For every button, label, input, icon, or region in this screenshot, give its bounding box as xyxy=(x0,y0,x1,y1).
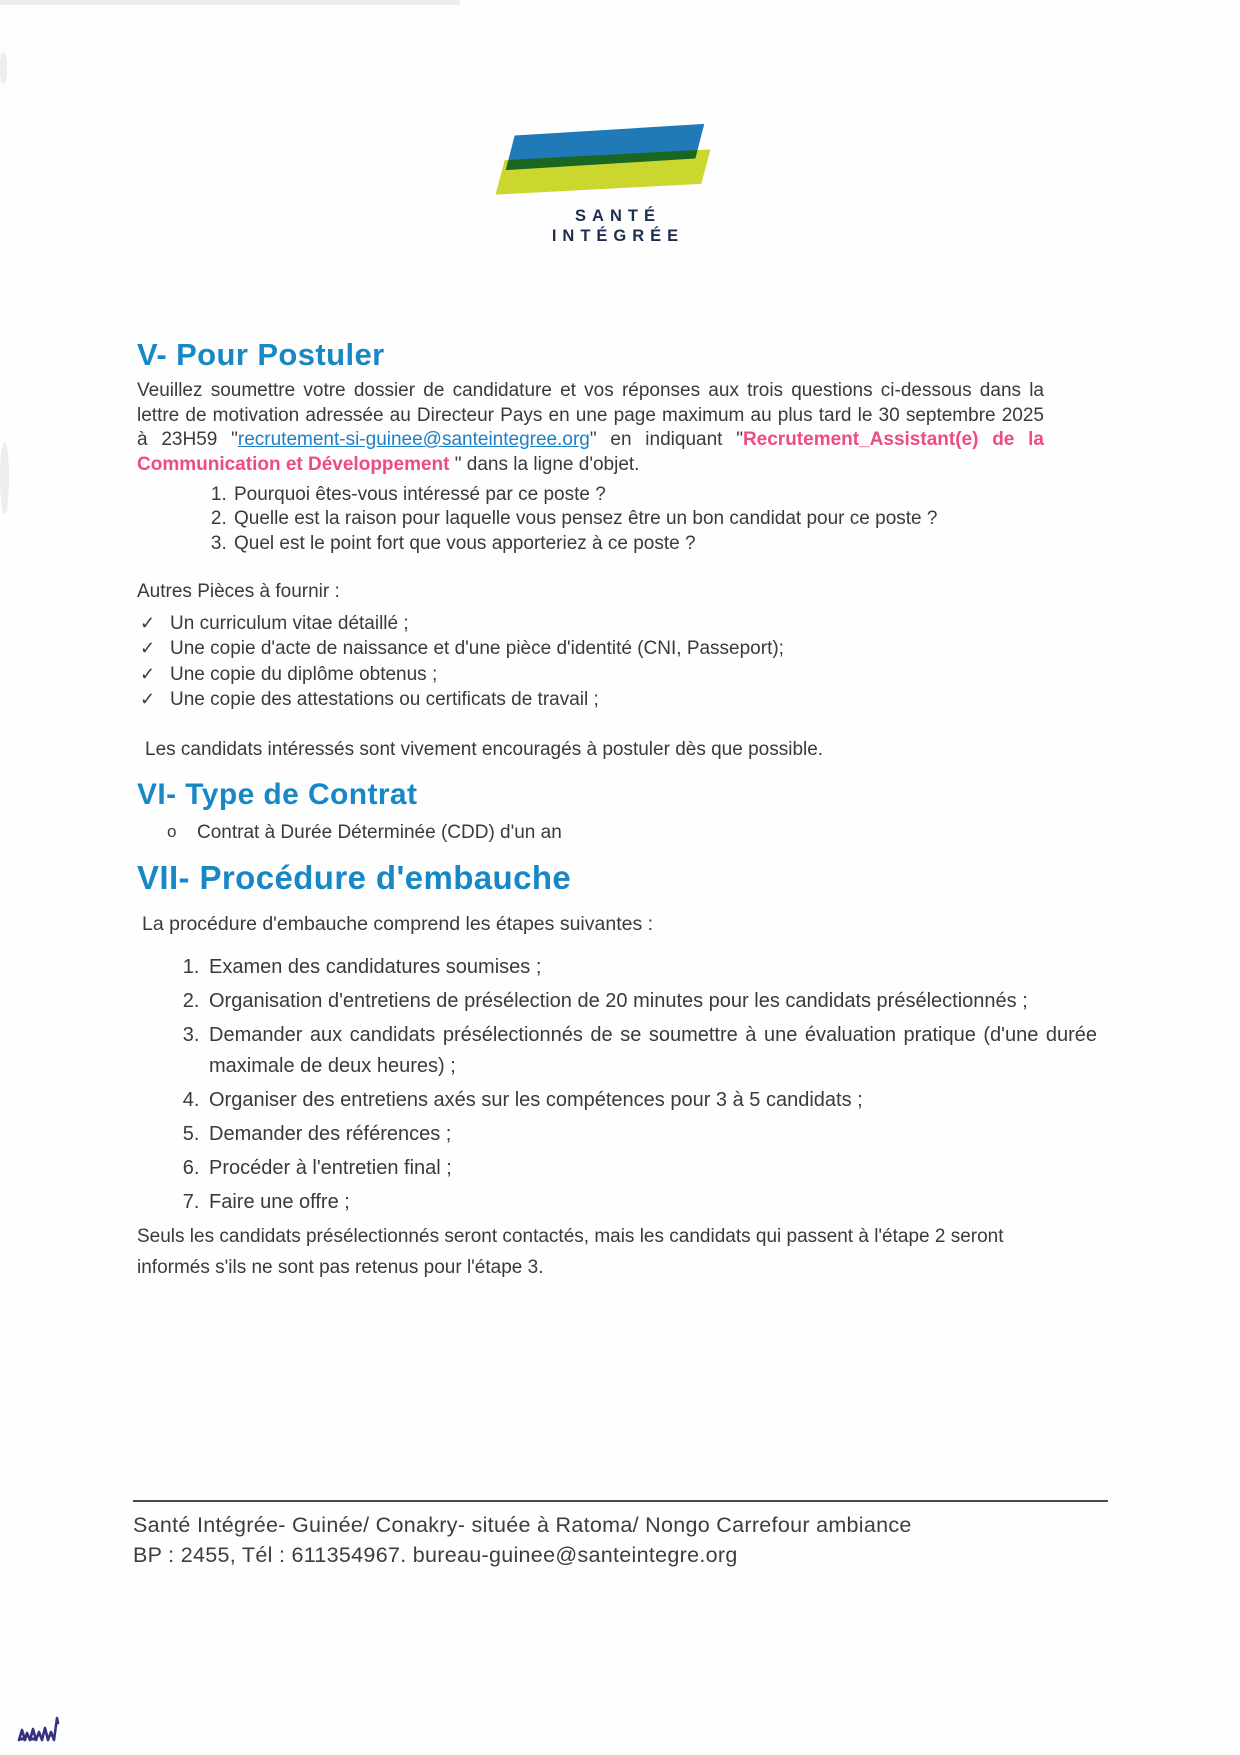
contract-item xyxy=(137,820,1072,845)
apply-paragraph xyxy=(137,379,1044,477)
signature-mark xyxy=(16,1708,72,1746)
scan-artifact xyxy=(0,52,7,84)
logo-title-line1: SANTÉ xyxy=(575,207,661,225)
question-item: 3. Quel est le point fort que vous apporteriez à ce poste ? xyxy=(232,532,1072,556)
footer xyxy=(133,1500,1113,1570)
piece-item-label: Une copie d'acte de naissance et d'une pièce d'identité (CNI, Passeport); xyxy=(170,638,784,660)
piece-item xyxy=(137,636,1072,662)
footer-contact: BP : 2455, Tél : 611354967. bureau-guinee@santeintegre.org xyxy=(133,1543,738,1567)
step-item: 2. Organisation d'entretiens de présélection de 20 minutes pour les candidats présélectionnés ; xyxy=(205,986,1097,1017)
pieces-title: Autres Pièces à fournir : xyxy=(137,580,340,602)
footer-address: Santé Intégrée- Guinée/ Conakry- située à Ratoma/ Nongo Carrefour ambiance xyxy=(133,1513,912,1537)
step-item: 5. Demander des références ; xyxy=(205,1119,1097,1150)
footer-divider xyxy=(133,1500,1108,1502)
contract-item-label: Contrat à Durée Déterminée (CDD) d'un an xyxy=(197,821,562,843)
question-item: 2. Quelle est la raison pour laquelle vous pensez être un bon candidat pour ce poste ? xyxy=(232,507,1072,531)
piece-item-label: Une copie des attestations ou certificats de travail ; xyxy=(170,689,599,711)
subject-highlight: Recrutement_Assistant(e) de la Communication et Développement xyxy=(137,429,1044,475)
section-heading-procedure-embauche: VII- Procédure d'embauche xyxy=(137,858,572,896)
check-icon: ✓ xyxy=(140,663,156,684)
procedure-intro: La procédure d'embauche comprend les étapes suivantes : xyxy=(142,912,654,935)
logo-title-line2: INTÉGRÉE xyxy=(551,227,685,245)
apply-text-middle: " en indiquant " xyxy=(589,429,743,450)
check-icon: ✓ xyxy=(140,612,156,633)
piece-item-label: Un curriculum vitae détaillé ; xyxy=(170,612,409,634)
procedure-steps-list xyxy=(137,952,1097,1218)
step-item: 7. Faire une offre ; xyxy=(205,1187,1097,1218)
step-item: 4. Organiser des entretiens axés sur les compétences pour 3 à 5 candidats ; xyxy=(205,1085,1097,1116)
procedure-outro: Seuls les candidats présélectionnés seront contactés, mais les candidats qui passent à l'étape 2 seront informés s'ils ne sont pas retenus pour l'étape 3. xyxy=(137,1225,1004,1278)
step-item: 3. Demander aux candidats présélectionnés de se soumettre à une évaluation pratique (d'une durée maximale de deux heures) ; xyxy=(205,1020,1097,1082)
piece-item xyxy=(137,662,1072,688)
question-item: 1. Pourquoi êtes-vous intéressé par ce poste ? xyxy=(232,483,1072,507)
section-heading-pour-postuler: V- Pour Postuler xyxy=(137,337,385,372)
check-icon: ✓ xyxy=(140,638,156,659)
check-icon: ✓ xyxy=(140,689,156,710)
questions-list xyxy=(137,483,1072,556)
scan-artifact xyxy=(0,442,9,514)
section-heading-type-de-contrat: VI- Type de Contrat xyxy=(137,777,418,811)
piece-item-label: Une copie du diplôme obtenus ; xyxy=(170,663,438,685)
document-body xyxy=(137,0,1097,1283)
apply-text-before-link: Veuillez soumettre votre dossier de candidature et vos réponses aux trois questions ci-dessous dans la lettre de motivation adressée au Directeur Pays en une page maximum au plus tard le 30 septembre 2025 à 23H59 " xyxy=(137,380,1044,450)
pieces-list xyxy=(137,611,1072,713)
piece-item xyxy=(137,687,1072,713)
piece-item xyxy=(137,611,1072,637)
step-item: 1. Examen des candidatures soumises ; xyxy=(205,952,1097,983)
encouragement-note: Les candidats intéressés sont vivement encouragés à postuler dès que possible. xyxy=(145,738,824,760)
contract-list xyxy=(137,820,1072,845)
step-item: 6. Procéder à l'entretien final ; xyxy=(205,1153,1097,1184)
email-link[interactable]: recrutement-si-guinee@santeintegree.org xyxy=(237,429,590,450)
apply-text-after: " dans la ligne d'objet. xyxy=(449,453,640,475)
circle-bullet-icon: o xyxy=(167,821,177,841)
